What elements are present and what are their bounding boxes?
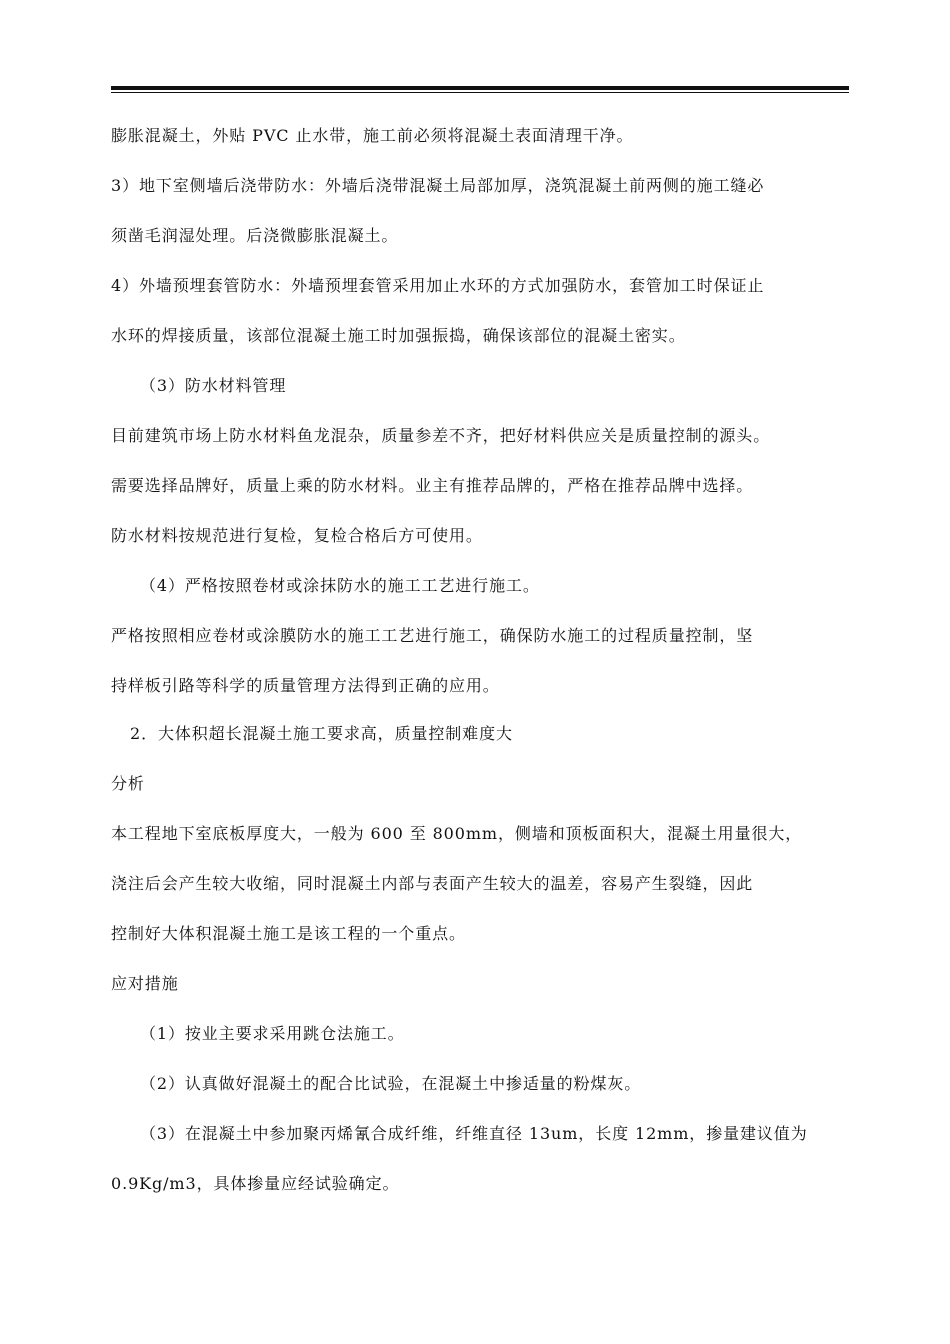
subheading-waterproof-materials: （3）防水材料管理 [140, 376, 287, 395]
header-rule [111, 86, 849, 94]
body-line-11: 严格按照相应卷材或涂膜防水的施工工艺进行施工，确保防水施工的过程质量控制，坚 [111, 626, 754, 645]
label-countermeasures: 应对措施 [111, 974, 179, 993]
section-heading-mass-concrete: 2．大体积超长混凝土施工要求高，质量控制难度大 [130, 724, 513, 743]
body-line-5: 水环的焊接质量，该部位混凝土施工时加强振捣，确保该部位的混凝土密实。 [111, 326, 686, 345]
body-line-3: 须凿毛润湿处理。后浇微膨胀混凝土。 [111, 226, 399, 245]
body-line-7: 目前建筑市场上防水材料鱼龙混杂，质量参差不齐，把好材料供应关是质量控制的源头。 [111, 426, 771, 445]
body-line-17: 控制好大体积混凝土施工是该工程的一个重点。 [111, 924, 466, 943]
body-line-9: 防水材料按规范进行复检，复检合格后方可使用。 [111, 526, 483, 545]
measure-item-3: （3）在混凝土中参加聚丙烯氰合成纤维，纤维直径 13um，长度 12mm，掺量建议值为 [140, 1124, 808, 1143]
body-line-12: 持样板引路等科学的质量管理方法得到正确的应用。 [111, 676, 500, 695]
measure-item-1: （1）按业主要求采用跳仓法施工。 [140, 1024, 405, 1043]
body-line-8: 需要选择品牌好，质量上乘的防水材料。业主有推荐品牌的，严格在推荐品牌中选择。 [111, 476, 754, 495]
header-rule-thick [111, 86, 849, 90]
subheading-construction-process: （4）严格按照卷材或涂抹防水的施工工艺进行施工。 [140, 576, 540, 595]
body-line-1: 膨胀混凝土，外贴 PVC 止水带，施工前必须将混凝土表面清理干净。 [111, 126, 634, 145]
measure-item-2: （2）认真做好混凝土的配合比试验，在混凝土中掺适量的粉煤灰。 [140, 1074, 642, 1093]
body-line-16: 浇注后会产生较大收缩，同时混凝土内部与表面产生较大的温差，容易产生裂缝，因此 [111, 874, 754, 893]
body-line-2: 3）地下室侧墙后浇带防水：外墙后浇带混凝土局部加厚，浇筑混凝土前两侧的施工缝必 [111, 176, 765, 195]
body-line-15: 本工程地下室底板厚度大，一般为 600 至 800mm，侧墙和顶板面积大，混凝土用量很大， [111, 824, 803, 843]
header-rule-thin [111, 92, 849, 93]
body-line-4: 4）外墙预埋套管防水：外墙预埋套管采用加止水环的方式加强防水，套管加工时保证止 [111, 276, 765, 295]
body-line-22: 0.9Kg/m3，具体掺量应经试验确定。 [111, 1174, 400, 1193]
label-analysis: 分析 [111, 774, 145, 793]
